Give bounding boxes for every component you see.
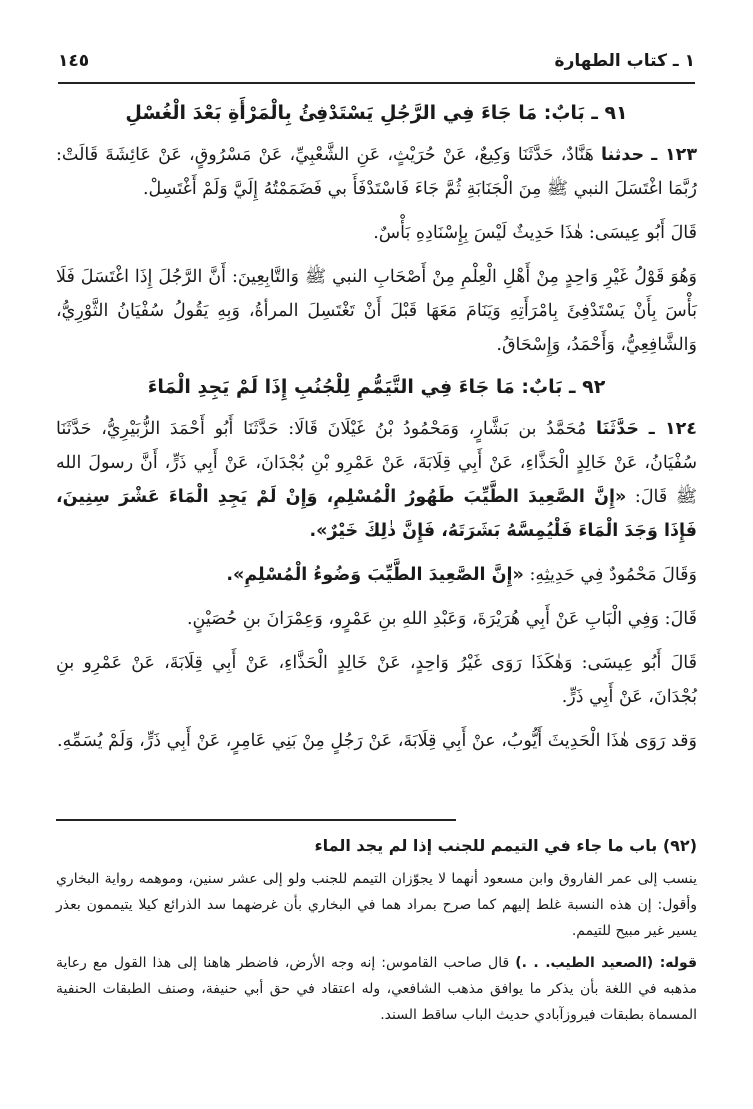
chapter-91-comment-2: وَهُوَ قَوْلُ غَيْرِ وَاحِدٍ مِنْ أَهْلِ الْعِلْمِ مِنْ أَصْحَابِ النبي ﷺ وَالتَّابِعِينَ: أَنَّ الرَّجُلَ إِذَا اغْتَسَلَ فَلَا بَأْسَ بِأَنْ يَسْتَدْفِئَ بِامْرَأَتِهِ وَيَنَامَ مَعَهَا قَبْلَ أَنْ تَغْتَسِلَ المرأةُ، وَبِهِ يَقُولُ سُفْيَانُ الثَّوْرِيُّ، وَالشَّافِعِيُّ، وَأَحْمَدُ، وَإِسْحَاقُ. <box>56 267 697 355</box>
chapter-91-comment-1: قَالَ أَبُو عِيسَى: هٰذَا حَدِيثٌ لَيْسَ بِإِسْنَادِهِ بَأْسٌ. <box>373 223 697 243</box>
hadith-124-lead: حَدَّثَنَا <box>595 419 639 439</box>
footnotes <box>56 832 697 1034</box>
footnote-paragraph-1: ينسب إلى عمر الفاروق وابن مسعود أنهما لا يجوّزان التيمم للجنب ولو إلى عشر سنين، وموهمه رواية البخاري وأقول: إن هذه النسبة غلط إليهم كما صرح بمراد هما في البخاري بأن غرضهما سد الذرائع كيلا يتيممون بعذر يسير غير مبيح للتيمم. <box>56 871 697 939</box>
page-number: ١٤٥ <box>58 51 90 71</box>
mahmud-lead: وَقَالَ مَحْمُودٌ فِي حَدِيثِهِ: <box>529 565 697 585</box>
hadith-123-text: هَنَّادٌ، حَدَّثَنَا وَكِيعٌ، عَنْ حُرَيْثٍ، عَنِ الشَّعْبِيِّ، عَنْ مَسْرُوقٍ، عَنْ عَائِشَةَ قَالَتْ: رُبَّمَا اغْتَسَلَ النبي ﷺ مِنَ الْجَنَابَةِ ثُمَّ جَاءَ فَاسْتَدْفَأَ بي فَضَمَمْتُهُ إِلَيَّ وَلَمْ أَغْتَسِلْ. <box>56 145 697 199</box>
chapter-92-comment-3: وَقد رَوَى هٰذَا الْحَدِيثَ أَيُّوبُ، عنْ أَبِي قِلَابَةَ، عَنْ رَجُلٍ مِنْ بَنِي عَامِرٍ، عَنْ أَبِي ذَرٍّ، وَلَمْ يُسَمِّهِ. <box>57 731 697 751</box>
main-content <box>56 98 697 768</box>
chapter-91-title: ٩١ ـ بَابٌ: مَا جَاءَ فِي الرَّجُلِ يَسْتَدْفِئُ بِالْمَرْأَةِ بَعْدَ الْغُسْلِ <box>125 102 628 124</box>
header-rule <box>58 82 695 84</box>
footnote-paragraph-2 <box>56 950 697 1028</box>
hadith-123-lead: حدثنا <box>601 145 645 165</box>
hadith-124 <box>56 412 697 548</box>
chapter-running-title: ١ ـ كتاب الطهارة <box>554 51 695 71</box>
hadith-123-number: ١٢٣ ـ <box>651 145 697 165</box>
footnote-title: (٩٢) باب ما جاء في التيمم للجنب إذا لم يجد الماء <box>314 836 697 855</box>
mahmud-narration <box>56 558 697 592</box>
hadith-124-number: ١٢٤ ـ <box>648 419 697 439</box>
chapter-92-comment-1: قَالَ: وَفِي الْبَابِ عَنْ أَبِي هُرَيْرَةَ، وَعَبْدِ اللهِ بنِ عَمْرٍو، وَعِمْرَانَ بنِ حُصَيْنٍ. <box>186 609 697 629</box>
hadith-123 <box>56 138 697 206</box>
page-header <box>58 44 695 78</box>
chapter-92-comment-2: قَالَ أَبُو عِيسَى: وَهٰكَذَا رَوَى غَيْرُ وَاحِدٍ، عَنْ خَالِدٍ الْحَذَّاءِ، عَنْ أَبِي قِلَابَةَ، عَنْ عَمْرِو بنِ بُجْدَانَ، عَنْ أَبِي ذَرٍّ. <box>56 653 697 707</box>
footnote-divider <box>56 819 456 821</box>
footnote-2-text: قال صاحب القاموس: إنه وجه الأرض، فاضطر هاهنا إلى هذا القول مع رعاية مذهبه في اللغة بأن يذكر ما يوافق مذهب الشافعي، وله اعتقاد في حق أبي حنيفة، وصنف الطبقات الحنفية المسماة بطبقات فيروزآبادي حديث الباب ساقط السند. <box>56 955 697 1023</box>
hadith-124-text: مُحَمَّدُ بن بَشَّارٍ، وَمَحْمُودُ بْنُ غَيْلَانَ قَالَا: حَدَّثَنَا أَبُو أَحْمَدَ الزُّبَيْرِيُّ، حَدَّثَنَا سُفْيَانُ، عَنْ خَالِدٍ الْحَذَّاءِ، عَنْ أَبِي قِلَابَةَ، عَنْ عَمْرِو بْنِ بُجْدَانَ، عَنْ أَبِي ذَرٍّ، أَنَّ رسولَ الله ﷺ قَالَ: <box>56 419 697 507</box>
hadith-124-matn: «إِنَّ الصَّعِيدَ الطَّيِّبَ طَهُورُ الْمُسْلِمِ، وَإِنْ لَمْ يَجِدِ الْمَاءَ عَشْرَ سِنِينَ، فَإِذَا وَجَدَ الْمَاءَ فَلْيُمِسَّهُ بَشَرَتَهُ، فَإِنَّ ذٰلِكَ خَيْرٌ». <box>56 487 697 541</box>
footnote-2-lead: قوله: (الصعيد الطيب. . .) <box>515 955 697 971</box>
chapter-92-title: ٩٢ ـ بَابٌ: مَا جَاءَ فِي التَّيَمُّمِ لِلْجُنُبِ إِذَا لَمْ يَجِدِ الْمَاءَ <box>147 376 606 398</box>
mahmud-matn: «إِنَّ الصَّعِيدَ الطَّيِّبَ وَضُوءُ الْمُسْلِمِ». <box>226 565 524 585</box>
